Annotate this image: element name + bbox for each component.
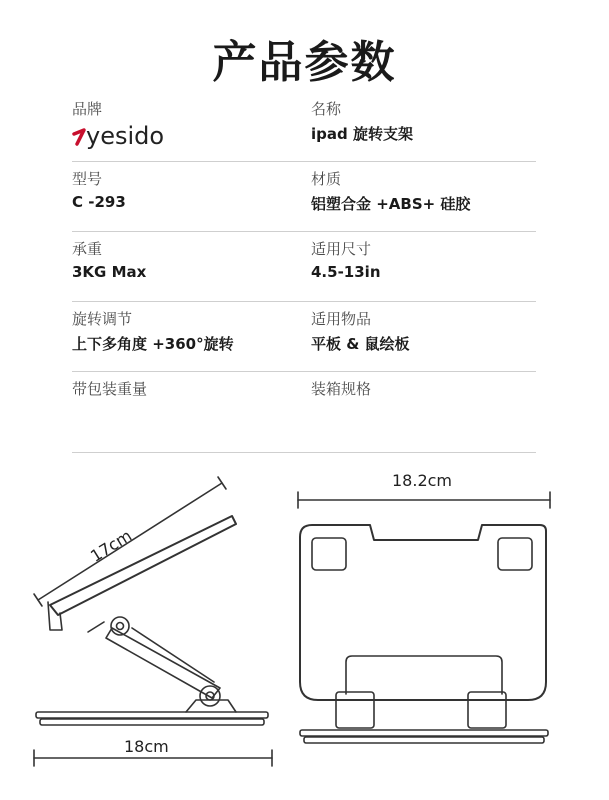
spec-value: ipad 旋转支架 [311,125,413,143]
spec-cell [72,92,165,150]
spec-value: C -293 [72,193,126,211]
spec-row-load [72,232,536,302]
page-title: 产品参数 [212,37,397,88]
spec-cell [72,232,146,281]
spec-label: 旋转调节 [72,310,133,328]
spec-cell [311,92,413,144]
spec-cell [311,232,381,281]
spec-label: 装箱规格 [311,380,372,398]
spec-cell [311,302,410,354]
brand-logo [72,120,182,150]
spec-label: 名称 [311,100,342,118]
spec-value: 3KG Max [72,263,147,281]
front-view-tablet-plate [300,525,546,700]
spec-cell [72,372,147,399]
spec-value: 4.5-13in [311,263,381,281]
spec-label: 品牌 [72,100,103,118]
spec-value: 铝塑合金 +ABS+ 硅胶 [311,195,471,213]
spec-cell [72,302,234,354]
front-view-width-dimension [298,492,550,508]
product-drawings [0,450,609,790]
brand-logo-text: yesido [86,122,165,150]
spec-label: 适用物品 [311,310,372,328]
spec-label: 带包装重量 [72,380,148,398]
spec-label: 适用尺寸 [311,240,372,258]
spec-cell [311,372,371,399]
spec-cell [72,162,126,211]
base-dimension-label: 18cm [124,737,169,756]
spec-row-packaging [72,372,536,453]
spec-row-brand [72,92,536,162]
spec-label: 材质 [311,170,342,188]
spec-cell [311,162,470,214]
width-dimension-label: 18.2cm [392,471,453,490]
side-view-base [36,700,268,725]
spec-value: 平板 & 鼠绘板 [311,335,410,353]
spec-row-model [72,162,536,232]
spec-value: 上下多角度 +360°旋转 [72,335,234,353]
spec-label: 承重 [72,240,103,258]
spec-label: 型号 [72,170,103,188]
spec-row-rotation [72,302,536,372]
diagonal-dimension-label: 17cm [87,525,136,566]
side-view-arm [88,617,220,706]
